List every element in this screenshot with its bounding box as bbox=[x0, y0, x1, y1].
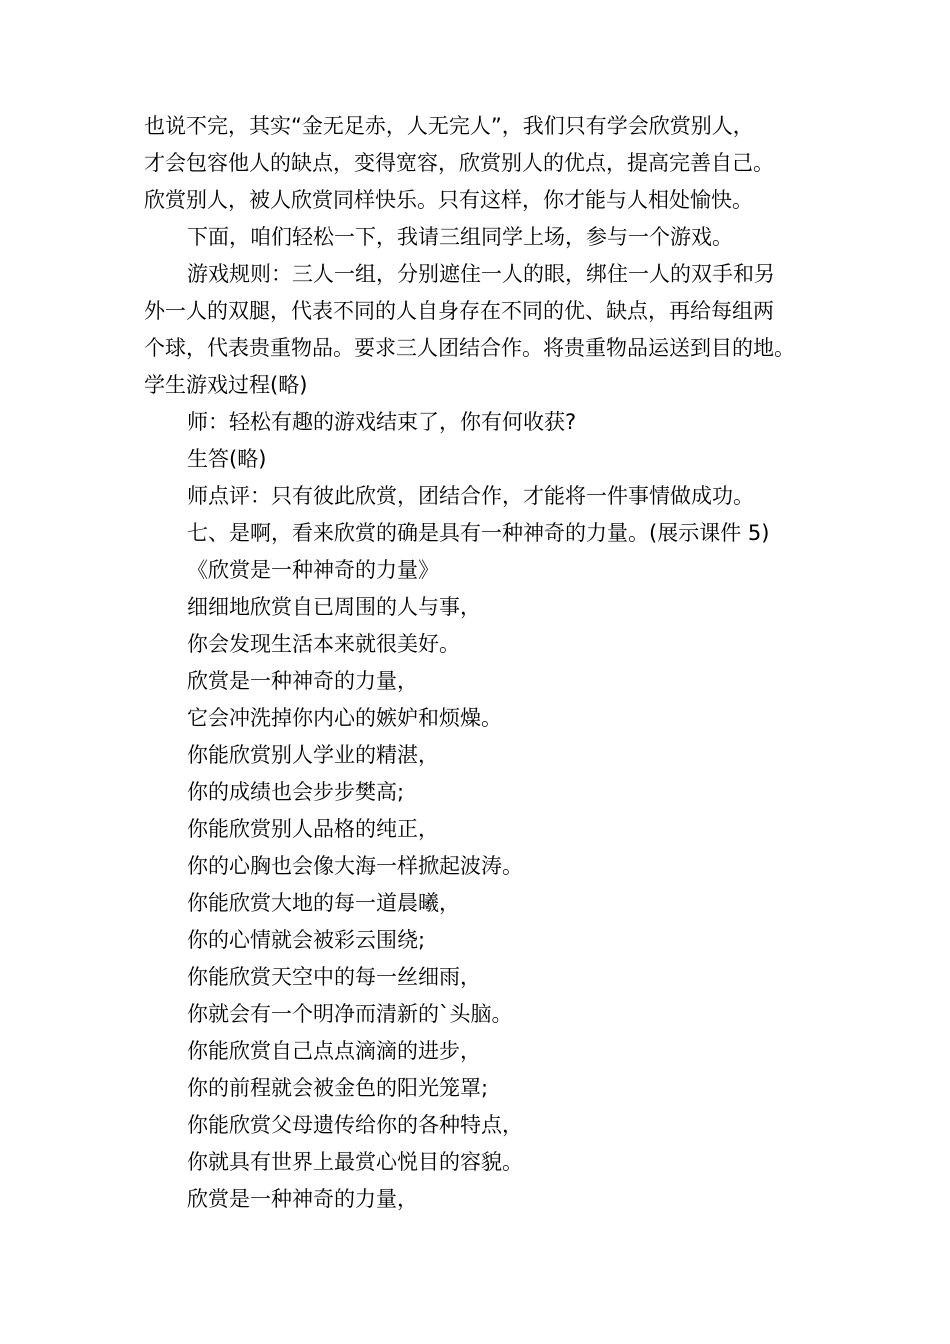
text-line: 你就具有世界上最赏心悦目的容貌。 bbox=[187, 1150, 523, 1174]
text-line: 师点评：只有彼此欣赏，团结合作，才能将一件事情做成功。 bbox=[187, 484, 754, 508]
text-line: 欣赏是一种神奇的力量， bbox=[187, 669, 418, 693]
text-line: 你的前程就会被金色的阳光笼罩; bbox=[187, 1076, 489, 1100]
text-line: 你就会有一个明净而清新的`头脑。 bbox=[187, 1002, 513, 1026]
text-line: 你能欣赏自己点点滴滴的进步， bbox=[187, 1039, 481, 1063]
text-line: 才会包容他人的缺点，变得宽容，欣赏别人的优点，提高完善自己。 bbox=[144, 151, 774, 175]
text-line: 你能欣赏别人学业的精湛， bbox=[187, 743, 439, 767]
text-line: 你能欣赏大地的每一道晨曦， bbox=[187, 891, 460, 915]
text-line: 它会冲洗掉你内心的嫉妒和烦燥。 bbox=[187, 706, 502, 730]
text-line: 《欣赏是一种神奇的力量》 bbox=[187, 558, 439, 582]
text-line: 你的成绩也会步步樊高; bbox=[187, 780, 405, 804]
text-line: 也说不完，其实“金无足赤，人无完人”，我们只有学会欣赏别人， bbox=[144, 114, 754, 138]
text-line: 下面，咱们轻松一下，我请三组同学上场，参与一个游戏。 bbox=[187, 225, 733, 249]
text-line: 你会发现生活本来就很美好。 bbox=[187, 632, 460, 656]
text-line: 你能欣赏天空中的每一丝细雨， bbox=[187, 965, 481, 989]
text-line: 外一人的双腿，代表不同的人自身存在不同的优、缺点，再给每组两 bbox=[144, 299, 774, 323]
text-line: 欣赏是一种神奇的力量， bbox=[187, 1187, 418, 1211]
text-line: 你的心胸也会像大海一样掀起波涛。 bbox=[187, 854, 523, 878]
text-line: 细细地欣赏自已周围的人与事， bbox=[187, 595, 481, 619]
text-line: 你的心情就会被彩云围绕; bbox=[187, 928, 426, 952]
document-body bbox=[144, 108, 834, 1218]
text-line: 欣赏别人，被人欣赏同样快乐。只有这样，你才能与人相处愉快。 bbox=[144, 188, 753, 212]
text-line: 游戏规则：三人一组，分别遮住一人的眼，绑住一人的双手和另 bbox=[187, 262, 775, 286]
text-line: 生答(略) bbox=[187, 447, 267, 471]
text-line: 七、是啊，看来欣赏的确是具有一种神奇的力量。(展示课件 5) bbox=[187, 521, 770, 545]
text-line: 个球，代表贵重物品。要求三人团结合作。将贵重物品运送到目的地。 bbox=[144, 336, 795, 360]
text-line: 学生游戏过程(略) bbox=[144, 373, 308, 397]
text-line: 你能欣赏别人品格的纯正， bbox=[187, 817, 439, 841]
text-line: 你能欣赏父母遗传给你的各种特点， bbox=[187, 1113, 523, 1137]
text-line: 师：轻松有趣的游戏结束了，你有何收获? bbox=[187, 410, 577, 434]
